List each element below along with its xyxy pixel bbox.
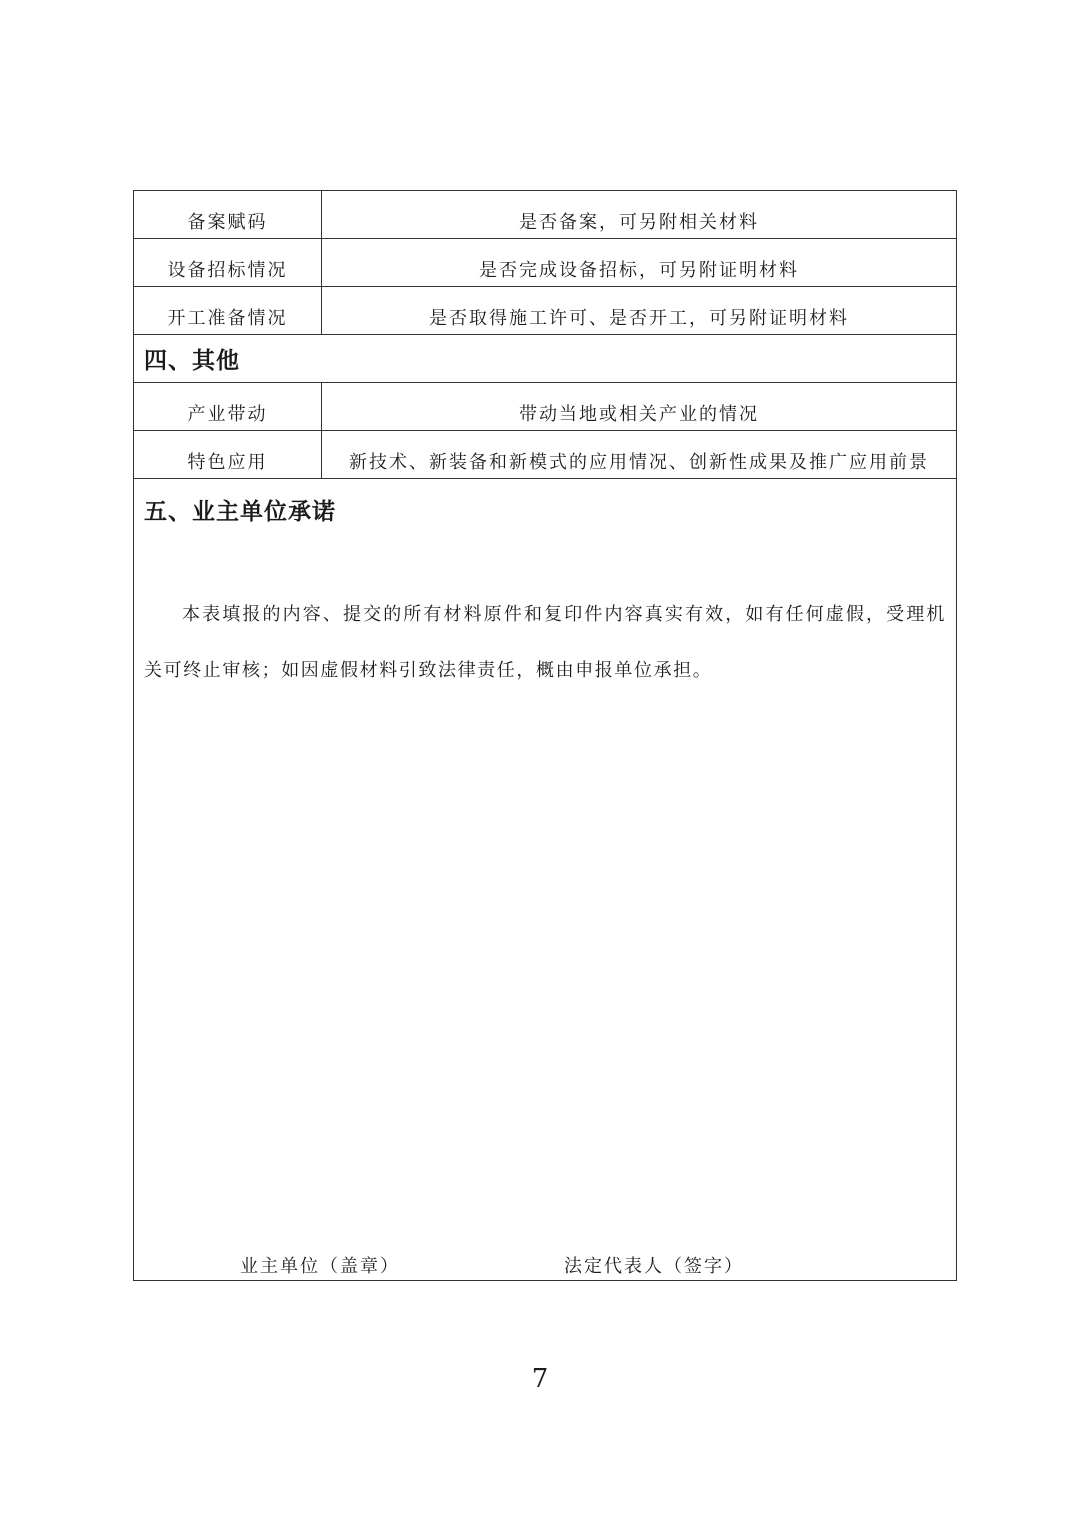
- table-row: [134, 383, 956, 431]
- row-label-equipment-bidding: 设备招标情况: [134, 239, 322, 286]
- row-label-construction-prep: 开工准备情况: [134, 287, 322, 334]
- owner-seal-label: 业主单位（盖章）: [240, 1256, 400, 1277]
- row-value-construction-prep: 是否取得施工许可、是否开工，可另附证明材料: [429, 307, 849, 329]
- section-heading-promise: 五、业主单位承诺: [144, 499, 336, 525]
- row-value-filing: 是否备案，可另附相关材料: [519, 211, 759, 233]
- legal-rep-signature-label: 法定代表人（签字）: [564, 1256, 744, 1277]
- table-row: [134, 287, 956, 335]
- row-label-filing: 备案赋码: [134, 191, 322, 238]
- application-form-table: [133, 190, 957, 1281]
- row-value-featured-application: 新技术、新装备和新模式的应用情况、创新性成果及推广应用前景: [349, 451, 929, 473]
- table-row: [134, 431, 956, 479]
- table-row: [134, 239, 956, 287]
- row-label-industry-drive: 产业带动: [134, 383, 322, 430]
- page-number: 7: [531, 1364, 549, 1394]
- section-heading-other: 四、其他: [134, 335, 956, 383]
- owner-promise-section: [134, 479, 956, 1280]
- row-value-industry-drive: 带动当地或相关产业的情况: [519, 403, 759, 425]
- row-label-featured-application: 特色应用: [134, 431, 322, 478]
- table-row: [134, 191, 956, 239]
- promise-statement: 本表填报的内容、提交的所有材料原件和复印件内容真实有效，如有任何虚假，受理机关可终止审核；如因虚假材料引致法律责任，概由申报单位承担。: [144, 604, 946, 681]
- row-value-equipment-bidding: 是否完成设备招标，可另附证明材料: [479, 259, 799, 281]
